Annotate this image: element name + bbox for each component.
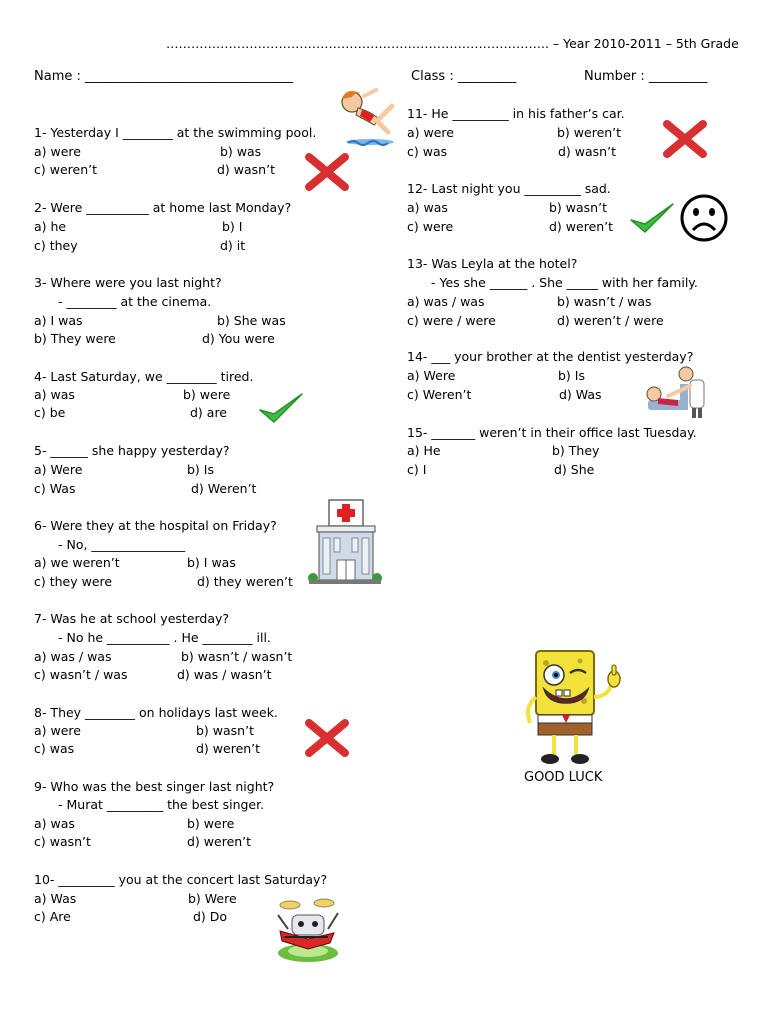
q6-option-b: b) I was	[187, 555, 236, 570]
q15-option-b: b) They	[552, 443, 600, 458]
wrong-cross-icon	[303, 717, 351, 759]
question-4-stem: 4- Last Saturday, we ________ tired.	[34, 369, 254, 384]
question-2-stem: 2- Were __________ at home last Monday?	[34, 200, 292, 215]
question-1-stem: 1- Yesterday I ________ at the swimming pool.	[34, 125, 317, 140]
q3-option-b: b) She was	[217, 313, 286, 328]
question-7-stem: 7- Was he at school yesterday?	[34, 611, 230, 626]
q6-option-c: c) they were	[34, 574, 113, 589]
q3-option-c: b) They were	[34, 331, 116, 346]
q12-option-c: c) were	[407, 219, 454, 234]
q14-option-c: c) Weren’t	[407, 387, 472, 402]
q6-sub: - No, _______________	[58, 537, 186, 552]
q10-option-c: c) Are	[34, 909, 71, 924]
wrong-cross-icon	[661, 118, 709, 160]
q1-option-d: d) wasn’t	[217, 162, 275, 177]
q13-option-c: c) were / were	[407, 313, 496, 328]
question-8-stem: 8- They ________ on holidays last week.	[34, 705, 278, 720]
q4-option-a: a) was	[34, 387, 75, 402]
q15-option-c: c) I	[407, 462, 427, 477]
q15-option-a: a) He	[407, 443, 441, 458]
q13-option-a: a) was / was	[407, 294, 485, 309]
q7-sub: - No he __________ . He ________ ill.	[58, 630, 271, 645]
q5-option-d: d) Weren’t	[191, 481, 257, 496]
q9-option-d: d) weren’t	[187, 834, 252, 849]
q9-option-b: b) were	[187, 816, 235, 831]
q8-option-a: a) were	[34, 723, 81, 738]
question-11-stem: 11- He _________ in his father’s car.	[407, 106, 625, 121]
q3-option-a: a) I was	[34, 313, 83, 328]
q9-option-c: c) wasn’t	[34, 834, 91, 849]
q10-option-a: a) Was	[34, 891, 77, 906]
q7-option-b: b) wasn’t / wasn’t	[181, 649, 293, 664]
q12-option-b: b) wasn’t	[549, 200, 607, 215]
q8-option-d: d) weren’t	[196, 741, 261, 756]
q11-option-a: a) were	[407, 125, 454, 140]
hospital-icon	[307, 496, 383, 586]
dentist-icon	[640, 364, 708, 418]
q11-option-c: c) was	[407, 144, 448, 159]
q6-option-a: a) we weren’t	[34, 555, 120, 570]
q2-option-a: a) he	[34, 219, 67, 234]
q14-option-d: d) Was	[559, 387, 602, 402]
q1-option-a: a) were	[34, 144, 81, 159]
good-luck-text: GOOD LUCK	[524, 770, 603, 785]
q3-sub: - ________ at the cinema.	[58, 294, 212, 309]
q13-option-d: d) weren’t / were	[557, 313, 664, 328]
q13-option-b: b) wasn’t / was	[557, 294, 652, 309]
q2-option-c: c) they	[34, 238, 78, 253]
q14-option-b: b) Is	[558, 368, 585, 383]
q8-option-c: c) was	[34, 741, 75, 756]
q4-option-d: d) are	[190, 405, 227, 420]
question-12-stem: 12- Last night you _________ sad.	[407, 181, 611, 196]
q4-option-b: b) were	[183, 387, 231, 402]
q10-option-b: b) Were	[188, 891, 237, 906]
question-5-stem: 5- ______ she happy yesterday?	[34, 443, 230, 458]
question-14-stem: 14- ___ your brother at the dentist yesterday?	[407, 349, 694, 364]
q10-option-d: d) Do	[193, 909, 228, 924]
question-3-stem: 3- Where were you last night?	[34, 275, 222, 290]
question-9-stem: 9- Who was the best singer last night?	[34, 779, 275, 794]
drums-icon	[268, 893, 348, 965]
q1-option-b: b) was	[220, 144, 262, 159]
question-15-stem: 15- _______ weren’t in their office last Tuesday.	[407, 425, 697, 440]
wrong-cross-icon	[303, 151, 351, 193]
q2-option-d: d) it	[220, 238, 246, 253]
sad-face-icon	[679, 193, 729, 243]
q7-option-a: a) was / was	[34, 649, 112, 664]
q11-option-b: b) weren’t	[557, 125, 622, 140]
worksheet-title: ……………………………………………………………………………….. – Year 2010-2011 – 5th Grade	[166, 36, 739, 51]
question-13-stem: 13- Was Leyla at the hotel?	[407, 256, 578, 271]
name-field: Name : ________________________________	[34, 69, 293, 84]
q12-option-d: d) weren’t	[549, 219, 614, 234]
q5-option-c: c) Was	[34, 481, 76, 496]
number-field: Number : _________	[584, 69, 708, 84]
q3-option-d: d) You were	[202, 331, 275, 346]
swimmer-icon	[332, 86, 408, 150]
q15-option-d: d) She	[554, 462, 595, 477]
q9-sub: - Murat _________ the best singer.	[58, 797, 265, 812]
q5-option-a: a) Were	[34, 462, 83, 477]
question-6-stem: 6- Were they at the hospital on Friday?	[34, 518, 277, 533]
class-field: Class : _________	[411, 69, 517, 84]
mascot-icon	[514, 645, 626, 767]
q7-option-c: c) wasn’t / was	[34, 667, 128, 682]
q8-option-b: b) wasn’t	[196, 723, 254, 738]
q4-option-c: c) be	[34, 405, 66, 420]
q9-option-a: a) was	[34, 816, 75, 831]
q12-option-a: a) was	[407, 200, 448, 215]
q2-option-b: b) I	[222, 219, 243, 234]
q5-option-b: b) Is	[187, 462, 214, 477]
q6-option-d: d) they weren’t	[197, 574, 293, 589]
correct-check-icon	[256, 390, 306, 428]
q11-option-d: d) wasn’t	[558, 144, 616, 159]
question-10-stem: 10- _________ you at the concert last Saturday?	[34, 872, 328, 887]
q7-option-d: d) was / wasn’t	[177, 667, 272, 682]
q1-option-c: c) weren’t	[34, 162, 97, 177]
q14-option-a: a) Were	[407, 368, 456, 383]
q13-sub: - Yes she ______ . She _____ with her family.	[431, 275, 698, 290]
correct-check-icon	[627, 200, 677, 238]
